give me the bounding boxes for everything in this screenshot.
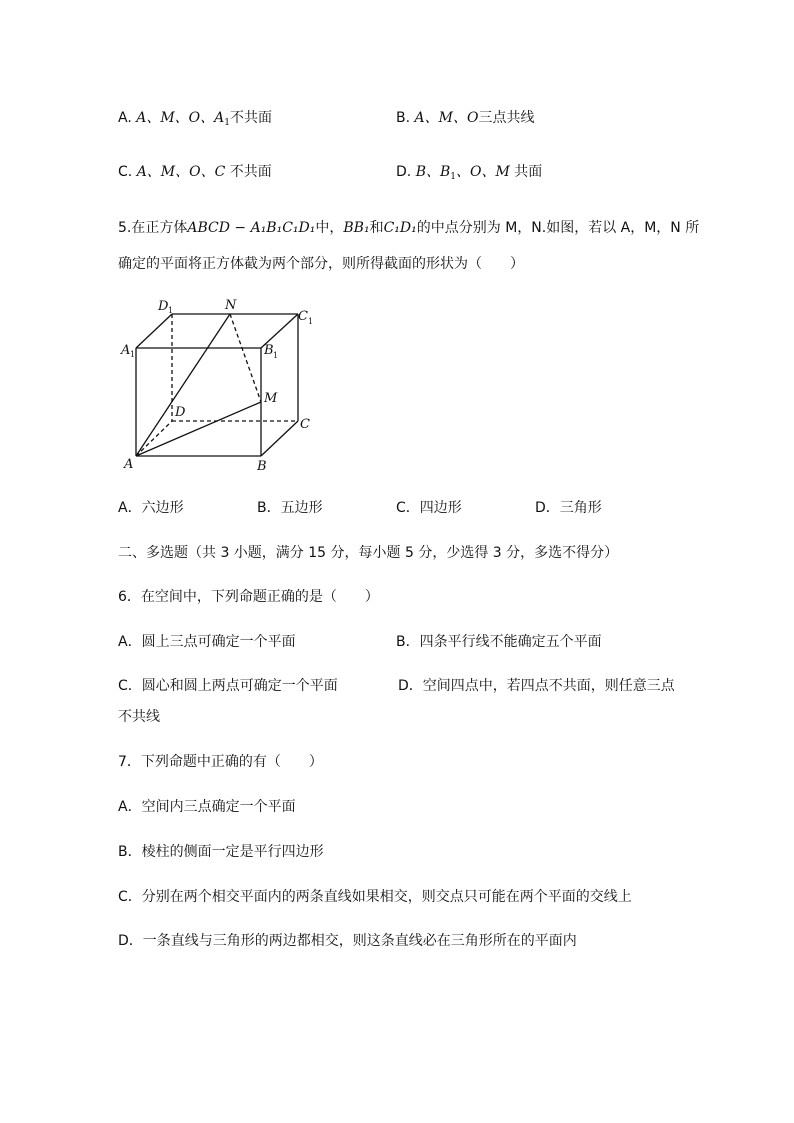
q6-option-b: B．四条平行线不能确定五个平面 bbox=[396, 634, 602, 650]
label-a1-sub: 1 bbox=[130, 350, 136, 359]
q7-option-b: B．棱柱的侧面一定是平行四边形 bbox=[118, 844, 324, 860]
q5-cube-name: ABCD − A₁B₁C₁D₁ bbox=[187, 220, 316, 236]
q7-option-d: D．一条直线与三角形的两边都相交，则这条直线必在三角形所在的平面内 bbox=[118, 933, 577, 949]
q6-option-c: C．圆心和圆上两点可确定一个平面 bbox=[118, 678, 338, 694]
label-c1: C bbox=[298, 309, 308, 324]
q6-option-d-continued: 不共线 bbox=[118, 709, 160, 725]
label-m: M bbox=[264, 391, 278, 406]
label-d: D bbox=[175, 405, 186, 420]
q5-tail: 的中点分别为 M，N.如图，若以 A，M，N 所 bbox=[416, 220, 700, 236]
q4-option-c-text: 不共面 bbox=[229, 164, 272, 180]
label-b1: B bbox=[264, 343, 274, 358]
label-c: C bbox=[300, 417, 310, 432]
q7-option-c: C．分别在两个相交平面内的两条直线如果相交，则交点只可能在两个平面的交线上 bbox=[118, 889, 632, 905]
q5-lead: 在正方体 bbox=[131, 220, 188, 236]
q5-number: 5. bbox=[118, 220, 132, 236]
q4-option-c-math: A、M、O、C bbox=[136, 164, 226, 180]
q4-option-c-prefix: C. bbox=[118, 164, 133, 180]
edge-b-c bbox=[261, 421, 298, 456]
label-b1-sub: 1 bbox=[273, 351, 279, 360]
q4-option-d-text: 共面 bbox=[514, 164, 543, 180]
q4-option-a-sub: 1 bbox=[224, 118, 231, 128]
hidden-edge-a-d bbox=[136, 421, 172, 456]
hidden-segment-n-m bbox=[230, 314, 261, 402]
q7-option-a: A．空间内三点确定一个平面 bbox=[118, 799, 296, 815]
q5-option-c: C．四边形 bbox=[396, 500, 462, 516]
label-a1: A bbox=[121, 343, 131, 358]
q4-option-d-prefix: D. bbox=[396, 164, 412, 180]
q4-option-b bbox=[396, 108, 534, 128]
label-b: B bbox=[257, 459, 267, 474]
q5-option-d: D．三角形 bbox=[535, 500, 602, 516]
q5-and: 和 bbox=[369, 220, 384, 236]
q5-option-b: B．五边形 bbox=[257, 500, 323, 516]
q6-option-d: D．空间四点中，若四点不共面，则任意三点 bbox=[398, 678, 675, 694]
q5-stem-line2: 确定的平面将正方体截为两个部分，则所得截面的形状为（ ） bbox=[118, 256, 524, 272]
q7-stem: 7．下列命题中正确的有（ ） bbox=[118, 754, 323, 770]
q4-option-c bbox=[118, 162, 272, 182]
section-heading: 二、多选题（共 3 小题，满分 15 分，每小题 5 分，少选得 3 分，多选不得分） bbox=[118, 545, 619, 561]
q4-option-a-prefix: A. bbox=[118, 110, 132, 126]
label-n: N bbox=[225, 298, 237, 313]
q4-option-d bbox=[396, 162, 542, 187]
q5-stem-line1 bbox=[118, 218, 699, 238]
segment-a-m bbox=[136, 402, 261, 456]
q5-mid: 中， bbox=[315, 220, 344, 236]
label-a: A bbox=[124, 457, 134, 472]
q5-option-a: A．六边形 bbox=[118, 500, 184, 516]
q4-option-a-text: 不共面 bbox=[230, 110, 273, 126]
q6-stem: 6．在空间中，下列命题正确的是（ ） bbox=[118, 589, 379, 605]
q4-option-d-sub: 1 bbox=[450, 172, 456, 182]
q5-edge2: C₁D₁ bbox=[383, 220, 417, 236]
q4-option-b-math: A、M、O bbox=[414, 110, 479, 126]
q4-option-d-math1: B、B bbox=[415, 164, 451, 180]
edge-a1-d1 bbox=[136, 314, 172, 348]
q5-edge1: BB₁ bbox=[343, 220, 370, 236]
q4-option-b-text: 三点共线 bbox=[478, 110, 535, 126]
label-c1-sub: 1 bbox=[308, 317, 314, 326]
label-d1: D bbox=[158, 299, 169, 314]
q4-option-d-math2: 、O、M bbox=[456, 164, 510, 180]
label-d1-sub: 1 bbox=[168, 306, 174, 315]
cube-figure bbox=[118, 296, 318, 476]
q6-option-a: A．圆上三点可确定一个平面 bbox=[118, 634, 296, 650]
q4-option-a bbox=[118, 108, 272, 133]
q4-option-b-prefix: B. bbox=[396, 110, 411, 126]
q4-option-a-math: A、M、O、A bbox=[136, 110, 225, 126]
